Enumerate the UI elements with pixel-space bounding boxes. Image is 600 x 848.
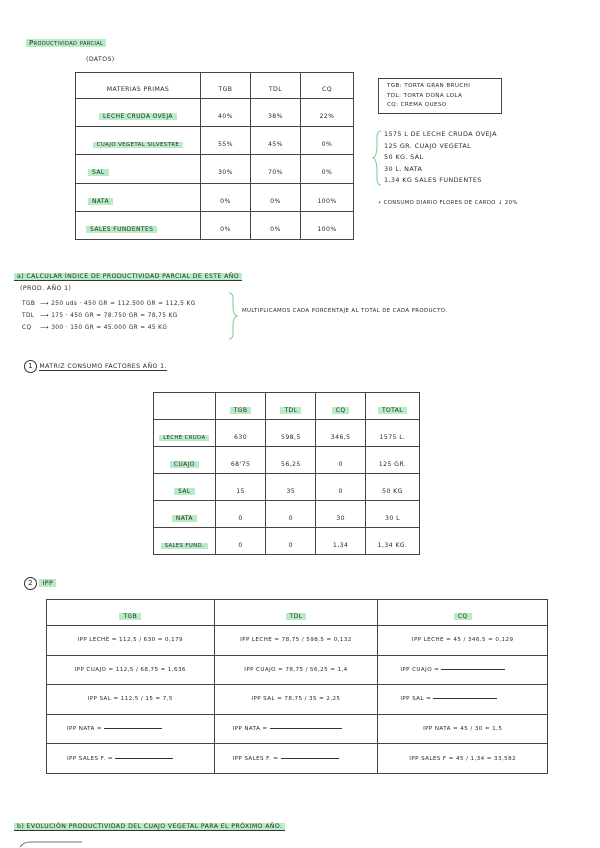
table-cell: 0%	[300, 155, 353, 183]
table-cell: IPP SALES F. =	[214, 744, 378, 774]
table-cell: 45%	[250, 127, 300, 155]
table-cell: 15	[215, 474, 266, 501]
table-cell: 0%	[200, 183, 250, 211]
table-cell: 30%	[200, 155, 250, 183]
table-cell: IPP NATA =	[214, 714, 378, 744]
table-cell: 0%	[300, 127, 353, 155]
legend-item: TGB: TORTA GRAN BRUCHI	[387, 83, 471, 89]
table-cell: SAL	[154, 474, 216, 501]
table-cell: 1,34	[316, 528, 366, 555]
prod-note: MULTIPLICAMOS CADA PORCENTAJE AL TOTAL DE CADA PRODUCTO.	[242, 308, 448, 314]
table-cell: 50 KG	[366, 474, 420, 501]
table-cell: SAL	[76, 155, 201, 183]
table-cell: 630	[215, 420, 266, 447]
legend-item: TDL: TORTA DOÑA LOLA	[387, 92, 463, 99]
table-cell: IPP SAL = 112,5 / 15 = 7,5	[47, 685, 215, 715]
table-cell: LECHE CRUDA OVEJA	[76, 99, 201, 127]
table-cell: 56,25	[266, 447, 316, 474]
header-cell: TOTAL	[366, 393, 420, 420]
header-cell: TGB	[215, 393, 266, 420]
section-a-title: a) CALCULAR ÍNDICE DE PRODUCTIVIDAD PARCIAL DE ESTE AÑO	[14, 263, 242, 282]
matriz-title: 1 MATRIZ CONSUMO FACTORES AÑO 1.	[24, 360, 167, 373]
table-cell: 68'75	[215, 447, 266, 474]
header-cell: TDL	[266, 393, 316, 420]
ipp-title: 2 IPP	[24, 577, 56, 590]
legend-box	[378, 78, 502, 114]
table-cell: SALES FUND.	[154, 528, 216, 555]
header-cell: TDL	[250, 73, 300, 99]
table-cell: 346,5	[316, 420, 366, 447]
datos-label: (DATOS)	[86, 56, 115, 63]
table-cell: 35	[266, 474, 316, 501]
table-cell: 0	[215, 528, 266, 555]
partial-stroke	[18, 840, 88, 848]
table-cell: NATA	[76, 183, 201, 211]
prod-lines	[22, 298, 196, 334]
header-cell	[154, 393, 216, 420]
table-cell: 30 L	[366, 501, 420, 528]
table-cell: 125 GR.	[366, 447, 420, 474]
table-cell: SALES FUNDENTES	[76, 211, 201, 239]
consumo-list	[384, 129, 497, 187]
consumo-item: 50 KG. SAL	[384, 153, 424, 161]
table-cell: 0	[316, 447, 366, 474]
table-cell: 100%	[300, 211, 353, 239]
ipp-table	[46, 599, 548, 774]
prod-line: TDL ⟶ 175 · 450 GR = 78.750 GR = 78,75 KG	[22, 313, 178, 319]
table-cell: 70%	[250, 155, 300, 183]
table-cell: 1,34 KG.	[366, 528, 420, 555]
table-cell: CUAJO VEGETAL SILVESTRE	[76, 127, 201, 155]
table-cell: 38%	[250, 99, 300, 127]
table-cell: 0	[215, 501, 266, 528]
header-cell: TDL	[214, 600, 378, 626]
table-cell: 0%	[250, 211, 300, 239]
table-cell: 0	[266, 501, 316, 528]
table-cell: IPP SALES F. =	[47, 744, 215, 774]
prod-label: (PROD. AÑO 1)	[20, 285, 72, 292]
consumo-item: 1575 L DE LECHE CRUDA OVEJA	[384, 130, 497, 138]
consumo-item: 30 L. NATA	[384, 164, 423, 173]
table-cell: 0	[316, 474, 366, 501]
header-cell: TGB	[200, 73, 250, 99]
header-cell: CQ	[300, 73, 353, 99]
table-cell: 30	[316, 501, 366, 528]
table-cell: IPP LECHE = 112,5 / 630 = 0,179	[47, 626, 215, 656]
table-cell: IPP SALES F = 45 / 1,34 = 33,582	[378, 744, 548, 774]
table-cell: 40%	[200, 99, 250, 127]
table-cell: IPP SAL =	[378, 685, 548, 715]
consumo-note: • CONSUMO DIARIO FLORES DE CARDO ↓ 20%	[378, 200, 518, 206]
table-cell: 55%	[200, 127, 250, 155]
table-cell: LECHE CRUDA	[154, 420, 216, 447]
section-b-title: b) EVOLUCIÓN PRODUCTIVIDAD DEL CUAJO VEGETAL PARA EL PRÓXIMO AÑO.	[14, 813, 285, 832]
table-cell: CUAJO	[154, 447, 216, 474]
table-cell: IPP CUAJO = 112,5 / 68,75 = 1,636	[47, 655, 215, 685]
table-cell: IPP CUAJO =	[378, 655, 548, 685]
table-cell: 598,5	[266, 420, 316, 447]
table-cell: 0%	[200, 211, 250, 239]
header-cell: CQ	[378, 600, 548, 626]
header-cell: MATERIAS PRIMAS	[76, 73, 201, 99]
consumo-item: 1,34 KG SALES FUNDENTES	[384, 176, 482, 184]
brace-icon	[228, 292, 238, 340]
table-cell: 22%	[300, 99, 353, 127]
header-cell: CQ	[316, 393, 366, 420]
table-cell: IPP SAL = 78,75 / 35 = 2,25	[214, 685, 378, 715]
table-cell: NATA	[154, 501, 216, 528]
legend-item: CQ: CREMA QUESO	[387, 102, 447, 108]
consumo-item: 125 GR. CUAJO VEGETAL	[384, 141, 472, 150]
table-cell: IPP NATA =	[47, 714, 215, 744]
prod-line: TGB ⟶ 250 uds · 450 GR = 112.500 GR = 112,5 KG	[22, 301, 196, 307]
table-cell: IPP LECHE = 78,75 / 598,5 = 0,132	[214, 626, 378, 656]
table-cell: 0%	[250, 183, 300, 211]
table-cell: IPP LECHE = 45 / 346,5 = 0,129	[378, 626, 548, 656]
page-title: Productividad parcial	[26, 30, 106, 49]
matriz-table	[153, 392, 420, 555]
table-cell: IPP NATA = 45 / 30 = 1,5	[378, 714, 548, 744]
table-cell: 0	[266, 528, 316, 555]
table-cell: 1575 L.	[366, 420, 420, 447]
brace-icon	[372, 130, 382, 186]
prod-line: CQ ⟶ 300 · 150 GR = 45.000 GR = 45 KG	[22, 325, 168, 331]
table-cell: 100%	[300, 183, 353, 211]
materias-primas-table	[75, 72, 354, 240]
table-cell: IPP CUAJO = 78,75 / 56,25 = 1,4	[214, 655, 378, 685]
header-cell: TGB	[47, 600, 215, 626]
